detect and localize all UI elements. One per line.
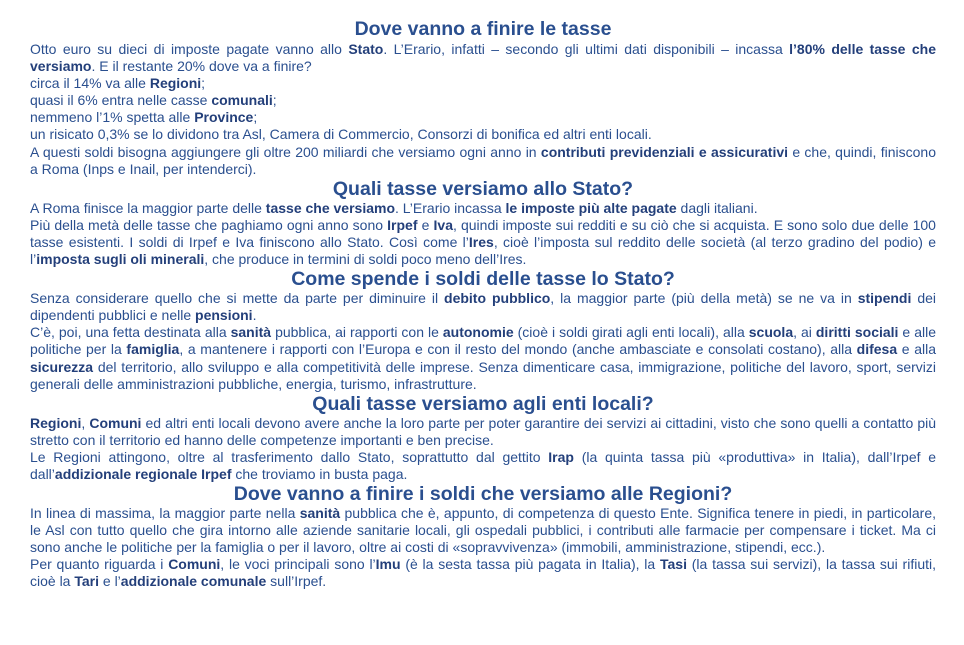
paragraph-roma (30, 200, 936, 217)
text: pubblica che è, appunto, di competenza di questo Ente. Significa tenere in piedi, in particolare, le Asl con tutto quello che gira intorno alle aziende sanitarie locali, gli ospedali pubblici, i contributi alle farmacie per compensare i ticket. Ma ci sono anche le politiche per la famiglia o per il lavoro, oltre ai costi di «sopravvivenza» (immobili, amministrazione, stipendi, ecc.). (30, 505, 937, 556)
bold-text: sicurezza (30, 358, 94, 375)
bold-text: addizionale regionale Irpef (54, 465, 232, 482)
bold-text: Comuni (168, 556, 221, 573)
text: . (252, 307, 257, 324)
text: , che produce in termini di soldi poco meno dell’Ires. (204, 251, 527, 268)
bold-text: Irpef (387, 216, 418, 233)
bold-text: sanità (230, 324, 272, 341)
text: (è la sesta tassa più pagata in Italia), la (400, 556, 660, 573)
text: ed altri enti locali devono avere anche la loro parte per poter garantire dei servizi ai cittadini, visto che sono quelli a contatto più stretto con il territorio ed hanno delle competenze importanti e ben precise. (30, 414, 937, 448)
bold-text: autonomie (442, 324, 514, 341)
paragraph-province-share (30, 109, 936, 126)
bold-text: Province (194, 109, 254, 126)
text: ; (272, 92, 277, 109)
bold-text: tasse che versiamo (265, 199, 395, 216)
bold-text: addizionale comunale (120, 573, 267, 590)
bold-text: stipendi (857, 290, 912, 307)
paragraph-altri-enti-share (30, 126, 936, 143)
bold-text: sanità (299, 505, 341, 522)
bold-text: Ires (468, 233, 494, 250)
text: ; (201, 75, 206, 92)
bold-text: l’80% delle tasse che versiamo (30, 41, 936, 75)
text: Otto euro su dieci di imposte pagate vanno allo (30, 41, 349, 57)
text: , (81, 414, 90, 431)
text: C’è, poi, una fetta destinata alla (30, 324, 231, 341)
bold-text: imposta sugli oli minerali (36, 251, 205, 268)
bold-text: scuola (748, 324, 794, 341)
paragraph-debito-stipendi (30, 290, 936, 324)
text: e (417, 216, 434, 233)
paragraph-spese-varie (30, 324, 936, 392)
text: Più della metà delle tasse che paghiamo ogni anno sono (30, 216, 388, 233)
text: A questi soldi bisogna aggiungere gli oltre 200 miliardi che versiamo ogni anno in (30, 143, 541, 160)
text: (la quinta tassa più «produttiva» in Italia), dall’Irpef e dall’ (30, 448, 936, 482)
text: e che, quindi, finiscono a Roma (Inps e Inail, per intenderci). (30, 143, 936, 177)
bold-text: le imposte più alte pagate (505, 199, 677, 216)
text: e l’ (99, 573, 121, 590)
paragraph-sanita (30, 505, 936, 556)
text: ; (253, 109, 258, 126)
paragraph-intro (30, 41, 936, 75)
paragraph-comuni-imu (30, 556, 936, 590)
bold-text: Comuni (89, 414, 142, 431)
bold-text: debito pubblico (444, 290, 551, 307)
text: che troviamo in busta paga. (231, 465, 408, 482)
text: dei dipendenti pubblici e nelle (30, 290, 937, 324)
text: quasi il 6% entra nelle casse (30, 92, 212, 109)
text: e alla (897, 341, 936, 358)
section-title-spesa-stato: Come spende i soldi delle tasse lo Stato? (291, 268, 675, 291)
paragraph-contributi (30, 144, 936, 178)
bold-text: famiglia (126, 341, 180, 358)
bold-text: Stato (348, 41, 384, 57)
section-title-enti-locali: Quali tasse versiamo agli enti locali? (312, 392, 654, 415)
bold-text: Regioni (149, 75, 202, 92)
text: A Roma finisce la maggior parte delle (30, 199, 266, 216)
paragraph-comuni-share (30, 92, 936, 109)
text: e alle politiche per la (30, 324, 936, 358)
text: del territorio, allo sviluppo e alla competitività delle imprese. Senza dimenticare casa, immigrazione, politiche del lavoro, sport, servizi generali delle amministrazioni pubbliche, energia, turismo, infrastrutture. (30, 358, 936, 392)
text: , la maggior parte (più della metà) se ne va in (550, 290, 858, 307)
paragraph-irpef-iva (30, 217, 936, 268)
section-title-tasse-stato: Quali tasse versiamo allo Stato? (332, 177, 634, 200)
text: . L’Erario incassa (395, 199, 506, 216)
text: , le voci principali sono l’ (220, 556, 376, 573)
bold-text: diritti sociali (815, 324, 899, 341)
text: Senza considerare quello che si mette da parte per diminuire il (30, 290, 445, 307)
text: . L’Erario, infatti – secondo gli ultimi dati disponibili – incassa (383, 41, 790, 57)
section-title-soldi-regioni: Dove vanno a finire i soldi che versiamo alle Regioni? (233, 483, 733, 506)
text: , cioè l’imposta sul reddito delle società (al terzo gradino del podio) e l’ (30, 233, 936, 268)
text: circa il 14% va alle (30, 75, 150, 92)
text: , ai (793, 324, 816, 341)
text: . E il restante 20% dove va a finire? (91, 58, 312, 75)
paragraph-regioni-share (30, 75, 936, 92)
bold-text: Regioni (30, 414, 82, 431)
text: Le Regioni attingono, oltre al trasferimento dallo Stato, soprattutto dal gettito (30, 448, 549, 465)
text: Per quanto riguarda i (30, 556, 169, 573)
paragraph-irap (30, 449, 936, 483)
text: nemmeno l’1% spetta alle (30, 109, 195, 126)
text: dagli italiani. (676, 199, 758, 216)
bold-text: difesa (856, 341, 898, 358)
paragraph-regioni-comuni (30, 415, 936, 449)
bold-text: Irap (548, 448, 574, 465)
bold-text: Tasi (659, 556, 687, 573)
text: , quindi imposte sui redditi e su ciò che si acquista. E sono solo due delle 100 tasse esistenti. I soldi di Irpef e Iva finiscono allo Stato. Così come l’ (30, 216, 936, 250)
bold-text: comunali (211, 92, 273, 109)
section-title-dove-vanno: Dove vanno a finire le tasse (354, 18, 612, 40)
bold-text: Tari (74, 573, 99, 590)
text: (la tassa sui servizi), la tassa sui rifiuti, cioè la (30, 556, 936, 590)
text: un risicato 0,3% se lo dividono tra Asl, Camera di Commercio, Consorzi di bonifica ed altri enti locali. (30, 126, 652, 143)
text: , a mantenere i rapporti con l’Europa e con il resto del mondo (anche ambasciate e consolati costano), alla (179, 341, 857, 358)
text: In linea di massima, la maggior parte nella (30, 505, 300, 522)
text: (cioè i soldi girati agli enti locali), alla (513, 324, 749, 341)
bold-text: Imu (375, 556, 401, 573)
bold-text: pensioni (195, 307, 253, 324)
bold-text: contributi previdenziali e assicurativi (540, 143, 789, 160)
bold-text: Iva (433, 216, 453, 233)
text: pubblica, ai rapporti con le (271, 324, 443, 341)
text: sull’Irpef. (266, 573, 327, 590)
